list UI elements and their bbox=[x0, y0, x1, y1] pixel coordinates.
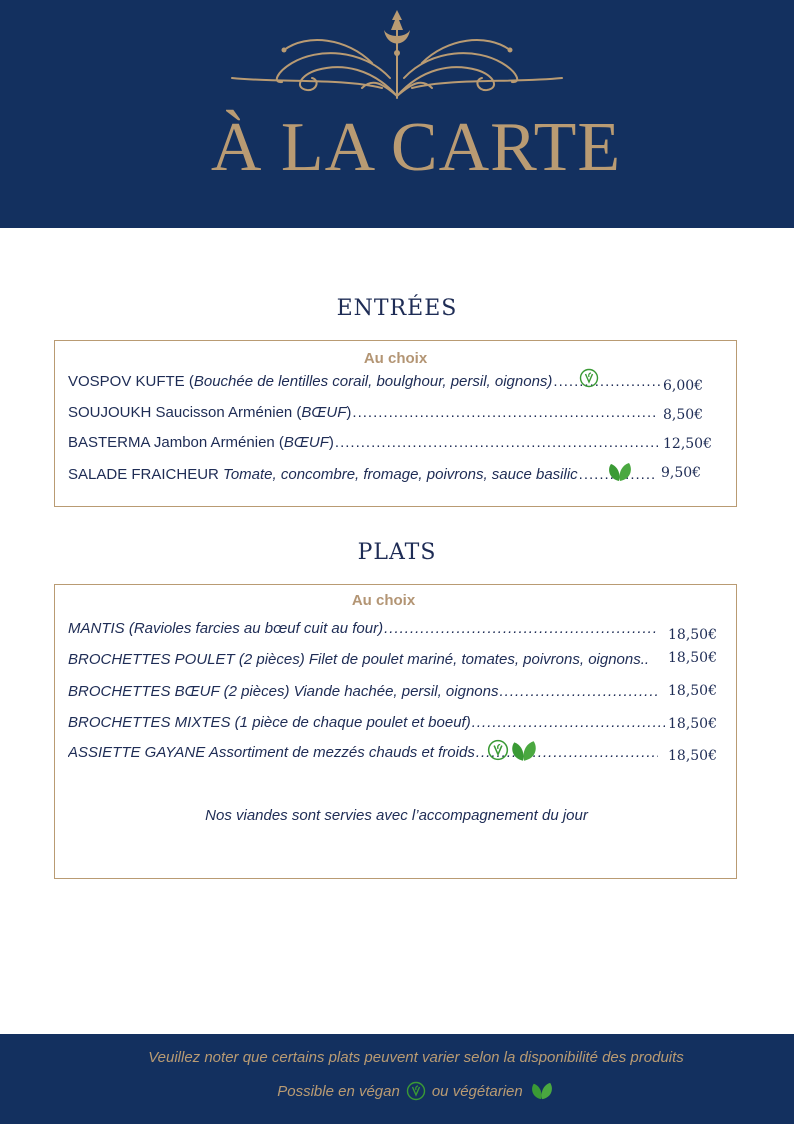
menu-item-basterma: BASTERMA Jambon Arménien (BŒUF) ..... bbox=[68, 434, 658, 456]
item-name: VOSPOV KUFTE ( bbox=[68, 373, 194, 390]
menu-item-brochettes-poulet: BROCHETTES POULET (2 pièces) Filet de poulet mariné, tomates, poivrons, oignons.. bbox=[68, 651, 650, 668]
dot-leader bbox=[352, 404, 658, 421]
menu-item-assiette-gayane: ASSIETTE GAYANE Assortiment de mezzés chauds et froids ..... bbox=[68, 744, 658, 766]
item-price: 9,50€ bbox=[661, 465, 702, 481]
item-price: 8,50€ bbox=[663, 407, 704, 423]
menu-item-mantis: MANTIS (Ravioles farcies au bœuf cuit au four) ..... bbox=[68, 620, 658, 642]
vegan-legend-label: Possible en végan bbox=[277, 1082, 400, 1100]
vegan-icon bbox=[579, 368, 599, 388]
dot-leader bbox=[553, 373, 660, 390]
header-banner bbox=[0, 0, 794, 228]
diet-legend bbox=[0, 1081, 794, 1101]
entrees-box bbox=[54, 340, 737, 507]
item-detail: Bouchée de lentilles corail, boulghour, persil, oignons) bbox=[193, 373, 553, 390]
menu-item-brochettes-boeuf: BROCHETTES BŒUF (2 pièces) Viande hachée, persil, oignons ..... bbox=[68, 683, 658, 705]
item-price: 12,50€ bbox=[663, 436, 712, 452]
item-price: 18,50€ bbox=[668, 748, 717, 764]
vegetarian-leaf-icon bbox=[529, 1081, 555, 1101]
vegetarian-leaf-icon bbox=[607, 461, 633, 483]
menu-item-vospov-kufte bbox=[68, 373, 660, 395]
vegan-icon bbox=[487, 739, 509, 761]
plats-box bbox=[54, 584, 737, 879]
entrees-subtitle: Au choix bbox=[363, 350, 428, 367]
entrees-title: ENTRÉES bbox=[336, 296, 458, 321]
item-price: 18,50€ bbox=[668, 650, 717, 666]
menu-item-soujoukh: SOUJOUKH Saucisson Arménien (BŒUF) ..... bbox=[68, 404, 658, 426]
vegan-icon bbox=[406, 1081, 426, 1101]
vegetarian-leaf-icon bbox=[510, 739, 538, 763]
dot-leader bbox=[472, 714, 665, 731]
vegetarian-legend-label: ou végétarien bbox=[431, 1082, 523, 1100]
menu-item-brochettes-mixtes: BROCHETTES MIXTES (1 pièce de chaque poulet et boeuf) ..... bbox=[68, 714, 665, 736]
plats-subtitle: Au choix bbox=[351, 592, 416, 609]
menu-item-salade-fraicheur: SALADE FRAICHEUR Tomate, concombre, fromage, poivrons, sauce basilic ..... bbox=[68, 466, 654, 488]
dot-leader bbox=[335, 434, 658, 451]
accompaniment-note: Nos viandes sont servies avec l’accompagnement du jour bbox=[205, 807, 588, 824]
availability-notice: Veuillez noter que certains plats peuvent varier selon la disponibilité des produits bbox=[148, 1049, 684, 1066]
item-price: 18,50€ bbox=[668, 627, 717, 643]
item-price: 6,00€ bbox=[663, 378, 704, 394]
dot-leader bbox=[499, 683, 658, 700]
page-title: À LA CARTE bbox=[210, 109, 622, 186]
item-price: 18,50€ bbox=[668, 683, 717, 699]
baroque-crown-ornament-icon bbox=[222, 8, 572, 103]
plats-title: PLATS bbox=[357, 540, 437, 565]
item-price: 18,50€ bbox=[668, 716, 717, 732]
footer-banner bbox=[0, 1034, 794, 1124]
dot-leader bbox=[384, 620, 658, 637]
